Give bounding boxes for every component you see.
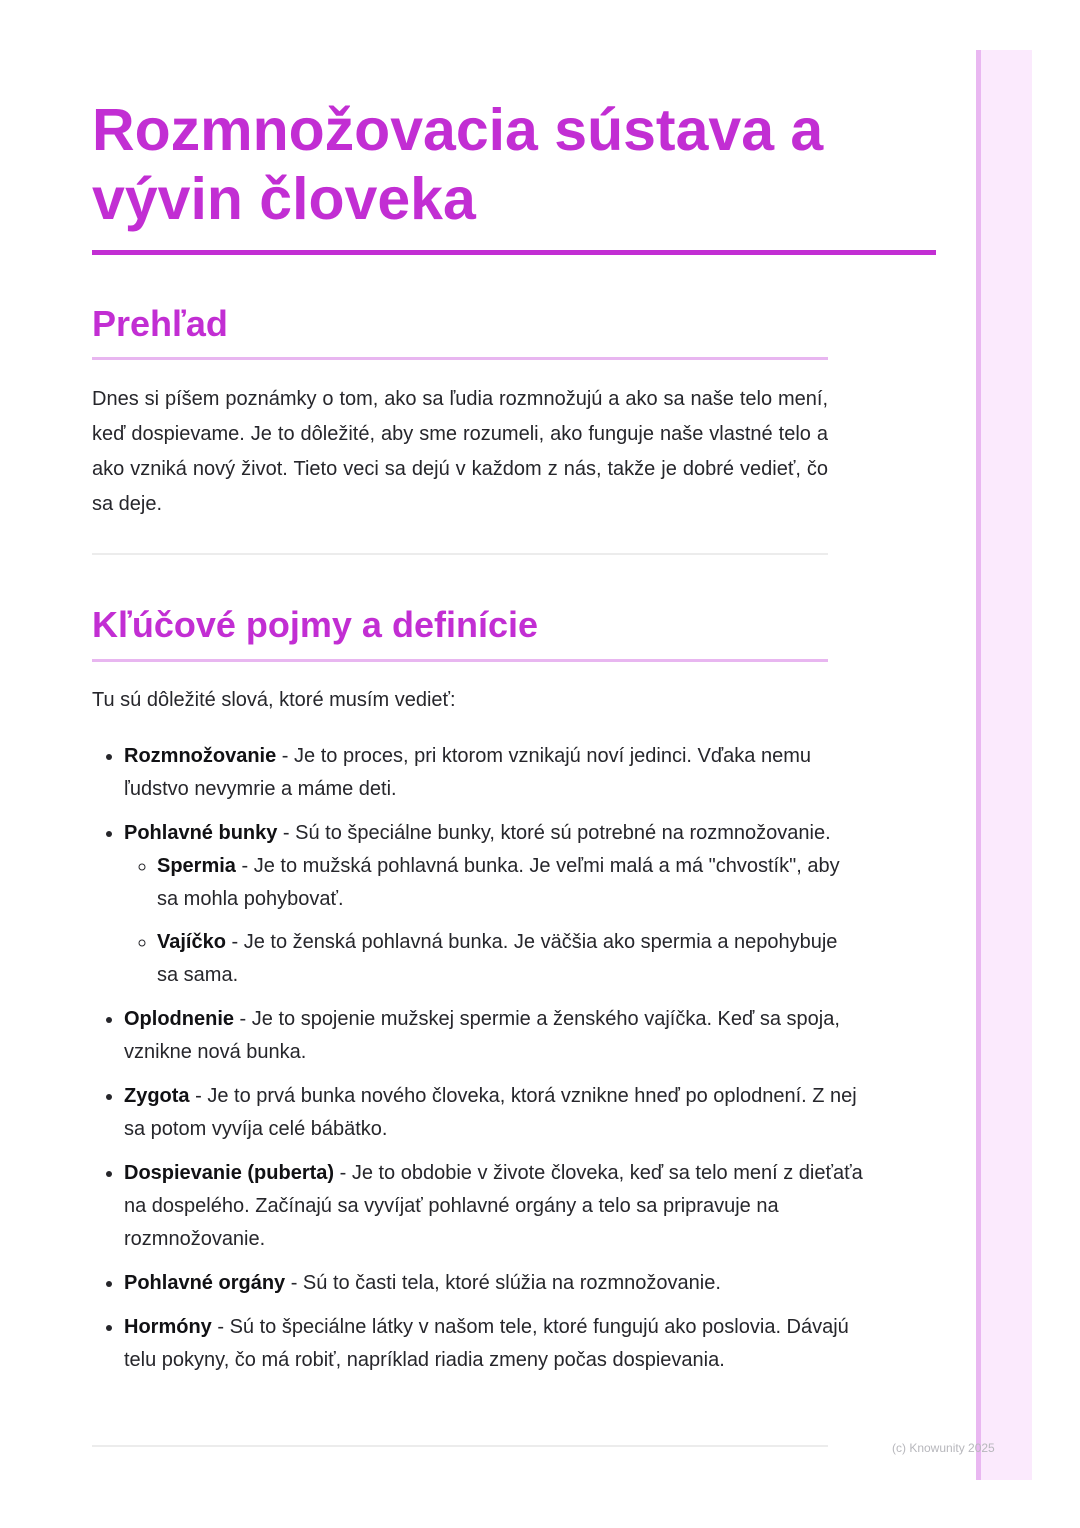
sidebar-line (976, 50, 981, 1480)
definition: - Sú to špeciálne látky v našom tele, ktoré fungujú ako poslovia. Dávajú telu pokyny, čo má robiť, napríklad riadia zmeny počas dospievania. (124, 1316, 849, 1371)
definition: - Je to spojenie mužskej spermie a ženského vajíčka. Keď sa spoja, vznikne nová bunka. (124, 1008, 840, 1063)
list-item (124, 1267, 864, 1300)
term: Rozmnožovanie (124, 745, 277, 767)
definition: - Je to proces, pri ktorom vznikajú noví jedinci. Vďaka nemu ľudstvo nevymrie a máme deti. (124, 745, 811, 800)
list-item (157, 850, 864, 916)
page-title: Rozmnožovacia sústava a vývin človeka (92, 97, 824, 232)
term: Dospievanie (puberta) (124, 1162, 335, 1184)
term: Spermia (157, 855, 236, 877)
list-item (124, 1311, 864, 1377)
key-terms-intro: Tu sú dôležité slová, ktoré musím vedieť: (92, 689, 456, 711)
sex-cells-sublist (124, 850, 864, 992)
key-terms-list (92, 740, 864, 1388)
list-item (157, 926, 864, 992)
overview-paragraph: Dnes si píšem poznámky o tom, ako sa ľudia rozmnožujú a ako sa naše telo mení, keď dospievame. Je to dôležité, aby sme rozumeli, ako funguje naše vlastné telo a ako vzniká nový život. Tieto veci sa dejú v každom z nás, takže je dobré vedieť, čo sa deje. (92, 388, 828, 515)
key-terms-heading-rule (92, 659, 828, 662)
overview-heading-rule (92, 357, 828, 360)
definition: - Sú to špeciálne bunky, ktoré sú potrebné na rozmnožovanie. (277, 822, 831, 844)
definition: - Je to prvá bunka nového človeka, ktorá vznikne hneď po oplodnení. Z nej sa potom vyvíja celé bábätko. (124, 1085, 857, 1140)
definition: - Sú to časti tela, ktoré slúžia na rozmnožovanie. (285, 1272, 721, 1294)
list-item (124, 1080, 864, 1146)
list-item (124, 1003, 864, 1069)
sidebar-band (976, 50, 1032, 1480)
term: Hormóny (124, 1316, 212, 1338)
overview-heading: Prehľad (92, 303, 228, 344)
list-item (124, 740, 864, 806)
definition: - Je to mužská pohlavná bunka. Je veľmi malá a má "chvostík", aby sa mohla pohybovať. (157, 855, 840, 910)
term: Pohlavné bunky (124, 822, 278, 844)
bottom-divider (92, 1445, 828, 1447)
definition: - Je to ženská pohlavná bunka. Je väčšia ako spermia a nepohybuje sa sama. (157, 931, 838, 986)
footer-copyright: (c) Knowunity 2025 (892, 1441, 995, 1455)
term: Zygota (124, 1085, 190, 1107)
title-underline (92, 250, 936, 255)
list-item (124, 1157, 864, 1256)
definition: - Je to obdobie v živote človeka, keď sa telo mení z dieťaťa na dospelého. Začínajú sa vyvíjať pohlavné orgány a telo sa pripravuje na rozmnožovanie. (124, 1162, 863, 1250)
term: Vajíčko (157, 931, 226, 953)
list-item (124, 817, 864, 992)
section-divider (92, 553, 828, 555)
key-terms-heading: Kľúčové pojmy a definície (92, 604, 538, 645)
term: Pohlavné orgány (124, 1272, 286, 1294)
term: Oplodnenie (124, 1008, 234, 1030)
